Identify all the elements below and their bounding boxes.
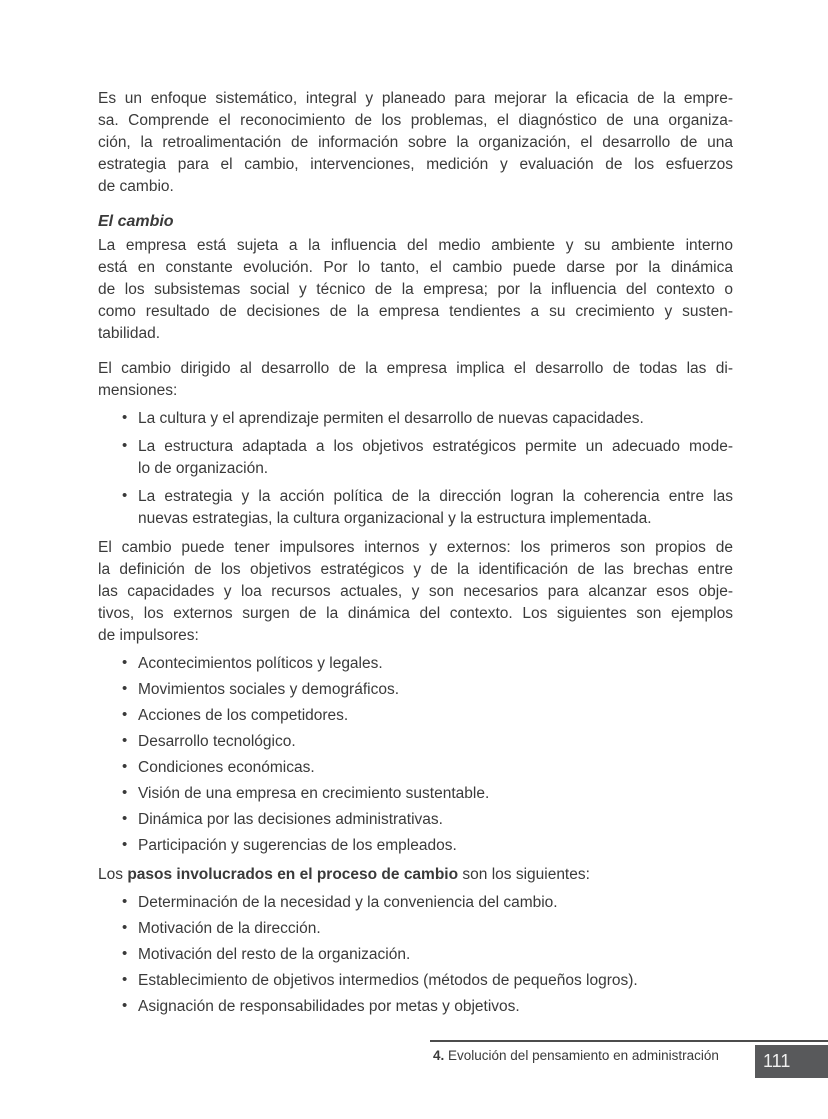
bullet-text: Condiciones económicas. (138, 759, 315, 776)
list-item (98, 970, 733, 992)
page-number: 111 (763, 1051, 791, 1071)
bullet-icon: • (122, 810, 128, 827)
bullet-text: Asignación de responsabilidades por metas y objetivos. (138, 998, 520, 1015)
bullet-icon: • (122, 437, 128, 454)
list-item (98, 809, 733, 831)
bullet-icon: • (122, 919, 128, 936)
bullet-text: Acontecimientos políticos y legales. (138, 655, 383, 672)
bullet-text: Movimientos sociales y demográficos. (138, 681, 400, 698)
list-item (98, 653, 733, 675)
bullet-icon: • (122, 971, 128, 988)
bullet-text: Visión de una empresa en crecimiento sustentable. (138, 785, 490, 802)
bullet-icon: • (122, 758, 128, 775)
dimensions-list (98, 408, 733, 530)
steps-intro-paragraph (98, 864, 733, 886)
list-item (98, 918, 733, 940)
list-item (98, 731, 733, 753)
drivers-list (98, 653, 733, 857)
bullet-text: Desarrollo tecnológico. (138, 733, 296, 750)
bullet-text: La cultura y el aprendizaje permiten el desarrollo de nuevas capacidades. (138, 410, 644, 427)
list-item (98, 408, 733, 430)
bullet-icon: • (122, 680, 128, 697)
paragraph-cambio-2: El cambio dirigido al desarrollo de la empresa implica el desarrollo de todas las di- mensiones: (98, 360, 733, 399)
footer-rule (430, 1040, 828, 1042)
bullet-text: Dinámica por las decisiones administrativas. (138, 811, 443, 828)
list-item (98, 705, 733, 727)
steps-intro-prefix: Los (98, 866, 128, 883)
list-item (98, 436, 733, 480)
page-content (98, 88, 733, 1025)
bullet-text: Motivación de la dirección. (138, 920, 321, 937)
list-item (98, 783, 733, 805)
bullet-icon: • (122, 487, 128, 504)
chapter-number: 4. (433, 1048, 445, 1063)
running-footer (433, 1048, 719, 1064)
bullet-icon: • (122, 893, 128, 910)
bullet-icon: • (122, 706, 128, 723)
bullet-icon: • (122, 836, 128, 853)
list-item (98, 679, 733, 701)
bullet-icon: • (122, 732, 128, 749)
bullet-text: La estrategia y la acción política de la dirección logran la coherencia entre las nuevas estrategias, la cultura organizacional y la estructura implementada. (138, 488, 733, 527)
list-item (98, 892, 733, 914)
bullet-text: Establecimiento de objetivos intermedios (métodos de pequeños logros). (138, 972, 638, 989)
bullet-icon: • (122, 945, 128, 962)
steps-intro-bold: pasos involucrados en el proceso de cambio (127, 866, 459, 883)
intro-paragraph: Es un enfoque sistemático, integral y planeado para mejorar la eficacia de la empre- sa. Comprende el reconocimiento de los problemas, el diagnóstico de una organiza- ción, la retroalimentación de información sobre la organización, el desarrollo de una estrategia para el cambio, intervenciones, medición y evaluación de los esfuerzos de cambio. (98, 90, 733, 195)
list-item (98, 944, 733, 966)
bullet-icon: • (122, 997, 128, 1014)
chapter-title: Evolución del pensamiento en administración (444, 1048, 719, 1063)
paragraph-cambio-1: La empresa está sujeta a la influencia del medio ambiente y su ambiente interno está en constante evolución. Por lo tanto, el cambio puede darse por la dinámica de los subsistemas social y técnico de la empresa; por la influencia del contexto o como resultado de decisiones de la empresa tendientes a su crecimiento y susten- tabilidad. (98, 237, 733, 342)
page-number-badge (755, 1045, 828, 1078)
steps-list (98, 892, 733, 1018)
list-item (98, 486, 733, 530)
bullet-text: Participación y sugerencias de los empleados. (138, 837, 457, 854)
list-item (98, 757, 733, 779)
paragraph-impulsores: El cambio puede tener impulsores internos y externos: los primeros son propios de la definición de los objetivos estratégicos y de la identificación de las brechas entre las capacidades y loa recursos actuales, y son necesarios para alcanzar esos obje- tivos, los externos surgen de la dinámica del contexto. Los siguientes son ejemplos de impulsores: (98, 539, 733, 644)
bullet-icon: • (122, 409, 128, 426)
list-item (98, 835, 733, 857)
bullet-icon: • (122, 654, 128, 671)
section-heading: El cambio (98, 213, 174, 230)
bullet-text: Determinación de la necesidad y la conveniencia del cambio. (138, 894, 558, 911)
bullet-icon: • (122, 784, 128, 801)
bullet-text: Acciones de los competidores. (138, 707, 349, 724)
bullet-text: La estructura adaptada a los objetivos estratégicos permite un adecuado mode- lo de organización. (138, 438, 733, 477)
bullet-text: Motivación del resto de la organización. (138, 946, 411, 963)
steps-intro-suffix: son los siguientes: (458, 866, 590, 883)
list-item (98, 996, 733, 1018)
